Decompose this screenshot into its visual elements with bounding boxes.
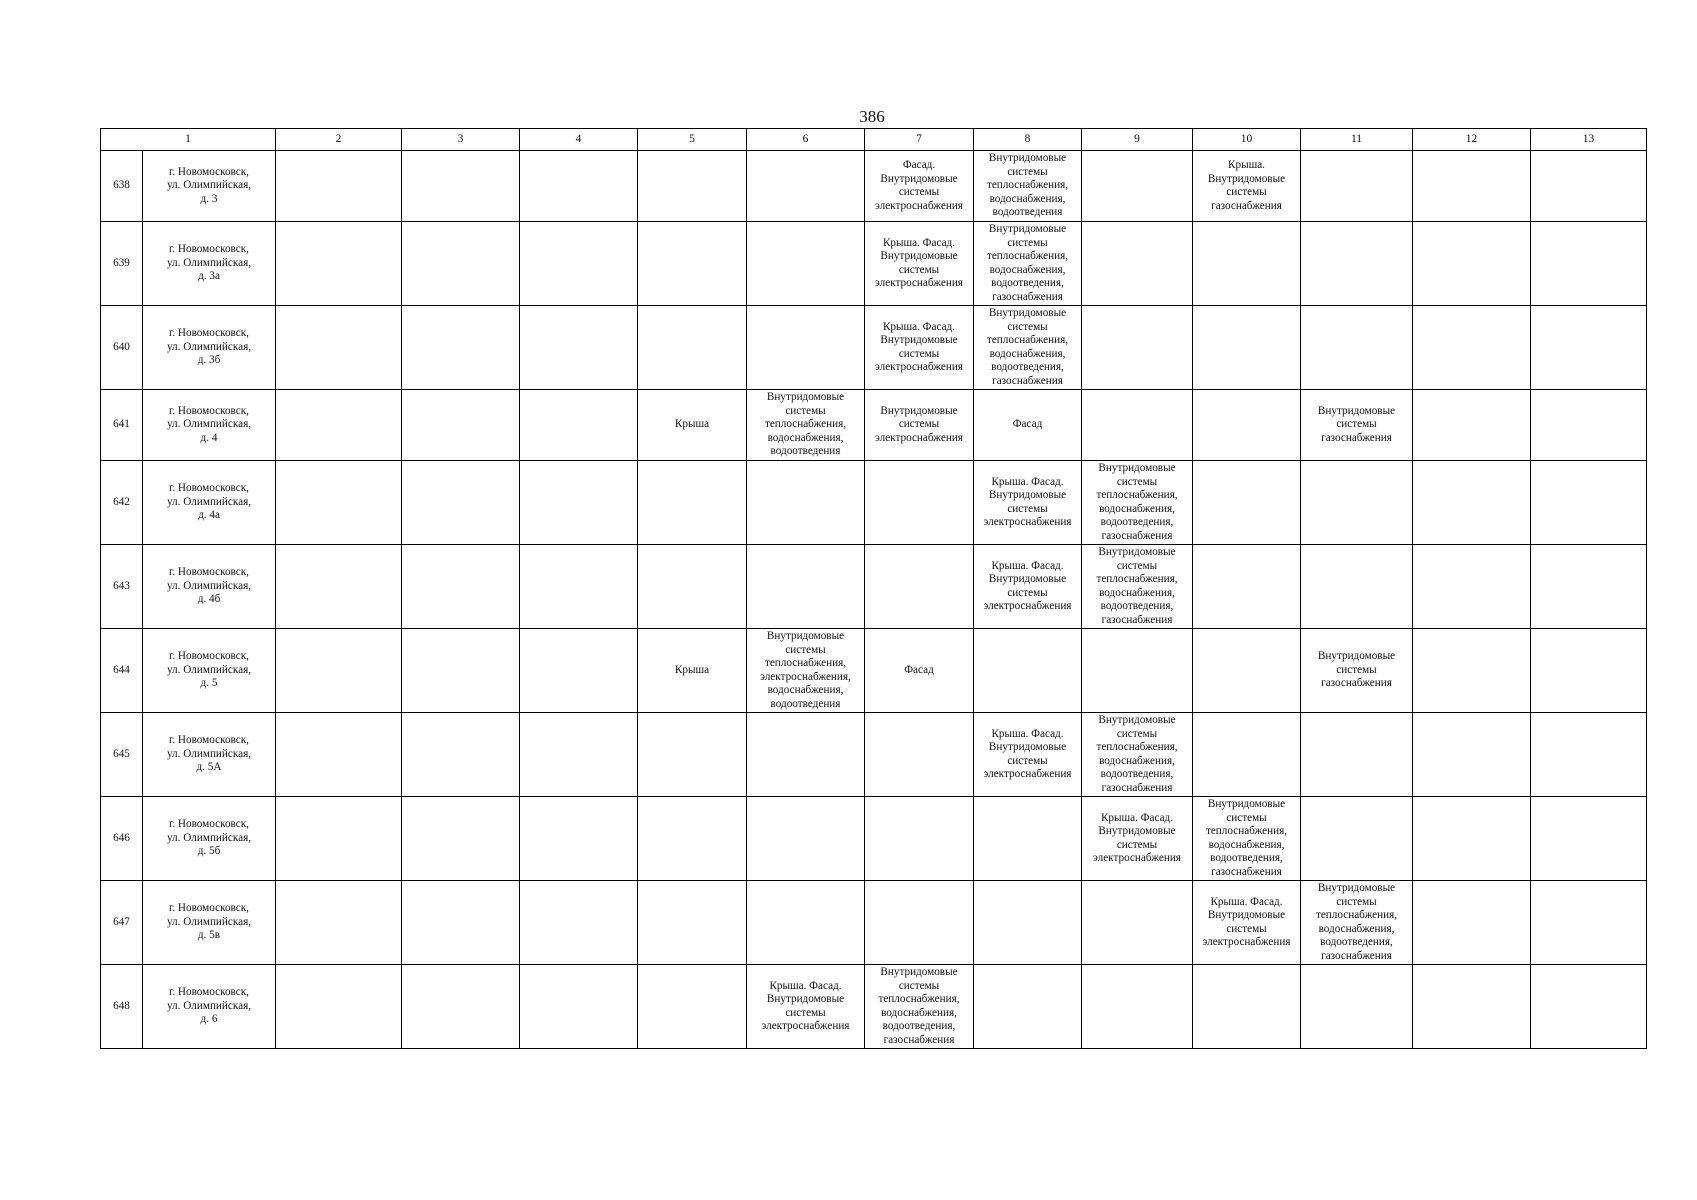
address-text: г. Новомосковск, ул. Олимпийская, д. 6 [166, 986, 252, 1026]
work-cell [638, 797, 747, 881]
work-cell [1193, 151, 1301, 222]
address-cell [143, 797, 276, 881]
row-number-cell [101, 461, 143, 545]
row-number: 644 [113, 663, 130, 676]
work-cell [747, 881, 865, 965]
column-header: 13 [1531, 129, 1647, 151]
work-cell [402, 881, 520, 965]
work-text: Внутридомовые системы теплоснабжения, водоснабжения, водоотведения, газоснабжения [1096, 546, 1178, 626]
column-header: 9 [1082, 129, 1193, 151]
work-cell [1413, 390, 1531, 461]
work-cell [276, 797, 402, 881]
work-cell [402, 713, 520, 797]
address-text: г. Новомосковск, ул. Олимпийская, д. 5в [166, 902, 252, 942]
work-cell [520, 461, 638, 545]
work-text: Фасад. Внутридомовые системы электроснабжения [875, 159, 963, 212]
work-cell [747, 461, 865, 545]
work-cell [865, 713, 974, 797]
work-text: Крыша. Фасад. Внутридомовые системы электроснабжения [983, 727, 1072, 780]
work-text: Крыша. Фасад. Внутридомовые системы электроснабжения [1093, 811, 1181, 864]
work-text: Крыша. Фасад. Внутридомовые системы электроснабжения [761, 979, 850, 1032]
work-cell [520, 713, 638, 797]
table-row [101, 306, 1647, 390]
work-cell [865, 881, 974, 965]
work-cell [1193, 797, 1301, 881]
row-number: 645 [113, 747, 130, 760]
work-cell [1193, 306, 1301, 390]
row-number: 641 [113, 418, 130, 431]
row-number-cell [101, 629, 143, 713]
work-text: Крыша [674, 663, 710, 676]
work-cell [638, 461, 747, 545]
work-cell [974, 151, 1082, 222]
work-cell [520, 222, 638, 306]
work-cell [974, 306, 1082, 390]
row-number: 638 [113, 179, 130, 192]
column-header: 12 [1413, 129, 1531, 151]
work-cell [520, 965, 638, 1049]
address-cell [143, 881, 276, 965]
work-cell [1531, 390, 1647, 461]
address-text: г. Новомосковск, ул. Олимпийская, д. 4 [166, 404, 252, 444]
work-cell [638, 222, 747, 306]
work-text: Крыша. Фасад. Внутридомовые системы электроснабжения [875, 236, 963, 289]
page-number: 386 [859, 107, 885, 126]
work-text: Внутридомовые системы теплоснабжения, водоснабжения, водоотведения, газоснабжения [1315, 882, 1398, 962]
work-cell [638, 390, 747, 461]
work-cell [276, 545, 402, 629]
work-cell [402, 390, 520, 461]
work-cell [1413, 461, 1531, 545]
work-cell [520, 629, 638, 713]
work-text: Внутридомовые системы теплоснабжения, водоснабжения, водоотведения, газоснабжения [1205, 798, 1288, 878]
work-text: Внутридомовые системы газоснабжения [1317, 404, 1396, 444]
work-text: Внутридомовые системы теплоснабжения, водоснабжения, водоотведения [764, 391, 847, 458]
work-cell [1301, 151, 1413, 222]
work-cell [638, 151, 747, 222]
table-row [101, 461, 1647, 545]
work-text: Крыша. Фасад. Внутридомовые системы электроснабжения [983, 559, 1072, 612]
column-header: 3 [402, 129, 520, 151]
work-text: Внутридомовые системы теплоснабжения, водоснабжения, водоотведения, газоснабжения [1096, 462, 1178, 542]
row-number-cell [101, 545, 143, 629]
table-row [101, 222, 1647, 306]
work-text: Крыша. Внутридомовые системы газоснабжения [1207, 159, 1286, 212]
work-cell [1531, 629, 1647, 713]
address-cell [143, 461, 276, 545]
column-header: 1 [101, 129, 276, 151]
row-number-cell [101, 965, 143, 1049]
work-cell [1301, 713, 1413, 797]
work-cell [1413, 222, 1531, 306]
work-cell [974, 965, 1082, 1049]
table-row [101, 797, 1647, 881]
address-text: г. Новомосковск, ул. Олимпийская, д. 4а [166, 482, 252, 522]
work-cell [747, 545, 865, 629]
work-cell [747, 390, 865, 461]
work-cell [402, 797, 520, 881]
address-text: г. Новомосковск, ул. Олимпийская, д. 3б [166, 327, 252, 367]
row-number: 647 [113, 915, 130, 928]
row-number: 643 [113, 579, 130, 592]
work-cell [402, 151, 520, 222]
work-cell [402, 629, 520, 713]
column-header: 5 [638, 129, 747, 151]
work-cell [974, 390, 1082, 461]
work-cell [1301, 629, 1413, 713]
work-cell [638, 713, 747, 797]
work-cell [1082, 390, 1193, 461]
work-cell [520, 151, 638, 222]
work-cell [974, 629, 1082, 713]
work-text: Внутридомовые системы электроснабжения [875, 404, 963, 444]
address-cell [143, 713, 276, 797]
work-cell [1082, 713, 1193, 797]
row-number-cell [101, 390, 143, 461]
work-cell [1082, 797, 1193, 881]
work-cell [1531, 461, 1647, 545]
work-cell [1531, 797, 1647, 881]
work-text: Фасад [1012, 418, 1043, 431]
work-cell [1413, 306, 1531, 390]
work-cell [1531, 713, 1647, 797]
address-cell [143, 151, 276, 222]
work-cell [276, 713, 402, 797]
work-cell [1193, 881, 1301, 965]
work-cell [402, 222, 520, 306]
work-cell [1413, 797, 1531, 881]
work-cell [1301, 797, 1413, 881]
row-number: 648 [113, 999, 130, 1012]
work-cell [520, 545, 638, 629]
work-cell [1413, 713, 1531, 797]
work-cell [402, 965, 520, 1049]
row-number: 640 [113, 340, 130, 353]
work-cell [520, 306, 638, 390]
work-text: Внутридомовые системы теплоснабжения, водоснабжения, водоотведения [986, 152, 1069, 219]
address-text: г. Новомосковск, ул. Олимпийская, д. 3 [166, 165, 252, 205]
work-text: Фасад [904, 663, 934, 676]
work-cell [974, 222, 1082, 306]
work-cell [865, 306, 974, 390]
column-header: 4 [520, 129, 638, 151]
row-number-cell [101, 151, 143, 222]
work-cell [747, 306, 865, 390]
work-cell [1301, 545, 1413, 629]
table-row [101, 965, 1647, 1049]
column-header: 10 [1193, 129, 1301, 151]
work-cell [638, 306, 747, 390]
work-cell [974, 461, 1082, 545]
work-cell [1193, 629, 1301, 713]
work-cell [402, 545, 520, 629]
work-text: Крыша. Фасад. Внутридомовые системы электроснабжения [875, 320, 963, 373]
work-cell [1082, 306, 1193, 390]
work-cell [1413, 151, 1531, 222]
work-cell [1531, 965, 1647, 1049]
work-cell [1301, 881, 1413, 965]
column-header: 8 [974, 129, 1082, 151]
work-cell [1082, 965, 1193, 1049]
row-number-cell [101, 306, 143, 390]
table-row [101, 629, 1647, 713]
work-cell [1193, 222, 1301, 306]
work-cell [638, 881, 747, 965]
work-cell [1193, 545, 1301, 629]
work-cell [276, 306, 402, 390]
work-text: Крыша [674, 418, 710, 431]
row-number-cell [101, 797, 143, 881]
work-cell [1531, 881, 1647, 965]
work-text: Внутридомовые системы теплоснабжения, водоснабжения, водоотведения, газоснабжения [986, 307, 1069, 387]
row-number: 642 [113, 495, 130, 508]
address-text: г. Новомосковск, ул. Олимпийская, д. 5б [166, 818, 252, 858]
work-text: Крыша. Фасад. Внутридомовые системы электроснабжения [1202, 895, 1291, 948]
table-row [101, 881, 1647, 965]
address-text: г. Новомосковск, ул. Олимпийская, д. 5 [166, 650, 252, 690]
row-number-cell [101, 713, 143, 797]
work-cell [1082, 222, 1193, 306]
row-number-cell [101, 881, 143, 965]
column-header: 7 [865, 129, 974, 151]
work-cell [1082, 881, 1193, 965]
address-text: г. Новомосковск, ул. Олимпийская, д. 3а [166, 243, 252, 283]
address-cell [143, 222, 276, 306]
address-cell [143, 545, 276, 629]
work-cell [974, 713, 1082, 797]
work-cell [1082, 151, 1193, 222]
work-cell [1531, 222, 1647, 306]
work-cell [1193, 390, 1301, 461]
work-cell [1413, 545, 1531, 629]
work-cell [747, 222, 865, 306]
work-cell [1082, 545, 1193, 629]
work-cell [865, 390, 974, 461]
work-cell [520, 390, 638, 461]
work-cell [865, 222, 974, 306]
work-cell [1301, 306, 1413, 390]
table-row [101, 545, 1647, 629]
work-cell [865, 151, 974, 222]
work-cell [520, 797, 638, 881]
row-number: 639 [113, 256, 130, 269]
work-cell [402, 306, 520, 390]
address-cell [143, 390, 276, 461]
work-cell [865, 965, 974, 1049]
work-cell [1413, 629, 1531, 713]
work-text: Внутридомовые системы теплоснабжения, водоснабжения, водоотведения, газоснабжения [878, 966, 960, 1046]
work-cell [747, 629, 865, 713]
work-cell [276, 881, 402, 965]
work-cell [747, 713, 865, 797]
table-row [101, 390, 1647, 461]
address-text: г. Новомосковск, ул. Олимпийская, д. 4б [166, 566, 252, 606]
work-text: Внутридомовые системы теплоснабжения, электроснабжения, водоснабжения, водоотведения [760, 630, 851, 710]
work-text: Внутридомовые системы газоснабжения [1317, 650, 1396, 690]
repair-schedule-table [100, 128, 1647, 1049]
work-cell [1082, 629, 1193, 713]
work-cell [520, 881, 638, 965]
work-cell [865, 545, 974, 629]
table-row [101, 151, 1647, 222]
work-cell [638, 965, 747, 1049]
work-cell [1301, 461, 1413, 545]
work-cell [276, 965, 402, 1049]
work-cell [1301, 965, 1413, 1049]
column-number-header-row [101, 129, 1647, 151]
work-cell [1082, 461, 1193, 545]
work-cell [1301, 390, 1413, 461]
address-cell [143, 306, 276, 390]
work-cell [276, 222, 402, 306]
address-text: г. Новомосковск, ул. Олимпийская, д. 5А [166, 734, 252, 774]
work-cell [747, 965, 865, 1049]
work-text: Внутридомовые системы теплоснабжения, водоснабжения, водоотведения, газоснабжения [986, 223, 1069, 303]
work-cell [747, 797, 865, 881]
table-row [101, 713, 1647, 797]
work-cell [276, 461, 402, 545]
work-cell [276, 390, 402, 461]
work-cell [1413, 881, 1531, 965]
work-cell [402, 461, 520, 545]
row-number: 646 [113, 831, 130, 844]
work-cell [865, 629, 974, 713]
work-cell [747, 151, 865, 222]
address-cell [143, 629, 276, 713]
work-cell [1531, 545, 1647, 629]
work-cell [1301, 222, 1413, 306]
work-cell [1193, 713, 1301, 797]
work-cell [974, 545, 1082, 629]
work-cell [865, 461, 974, 545]
work-text: Крыша. Фасад. Внутридомовые системы электроснабжения [983, 475, 1072, 528]
work-cell [865, 797, 974, 881]
column-header: 6 [747, 129, 865, 151]
work-cell [638, 545, 747, 629]
address-cell [143, 965, 276, 1049]
work-cell [638, 629, 747, 713]
work-text: Внутридомовые системы теплоснабжения, водоснабжения, водоотведения, газоснабжения [1096, 714, 1178, 794]
row-number-cell [101, 222, 143, 306]
work-cell [974, 881, 1082, 965]
work-cell [1531, 306, 1647, 390]
work-cell [1531, 151, 1647, 222]
work-cell [1413, 965, 1531, 1049]
work-cell [1193, 461, 1301, 545]
column-header: 11 [1301, 129, 1413, 151]
work-cell [974, 797, 1082, 881]
work-cell [276, 151, 402, 222]
work-cell [276, 629, 402, 713]
work-cell [1193, 965, 1301, 1049]
column-header: 2 [276, 129, 402, 151]
